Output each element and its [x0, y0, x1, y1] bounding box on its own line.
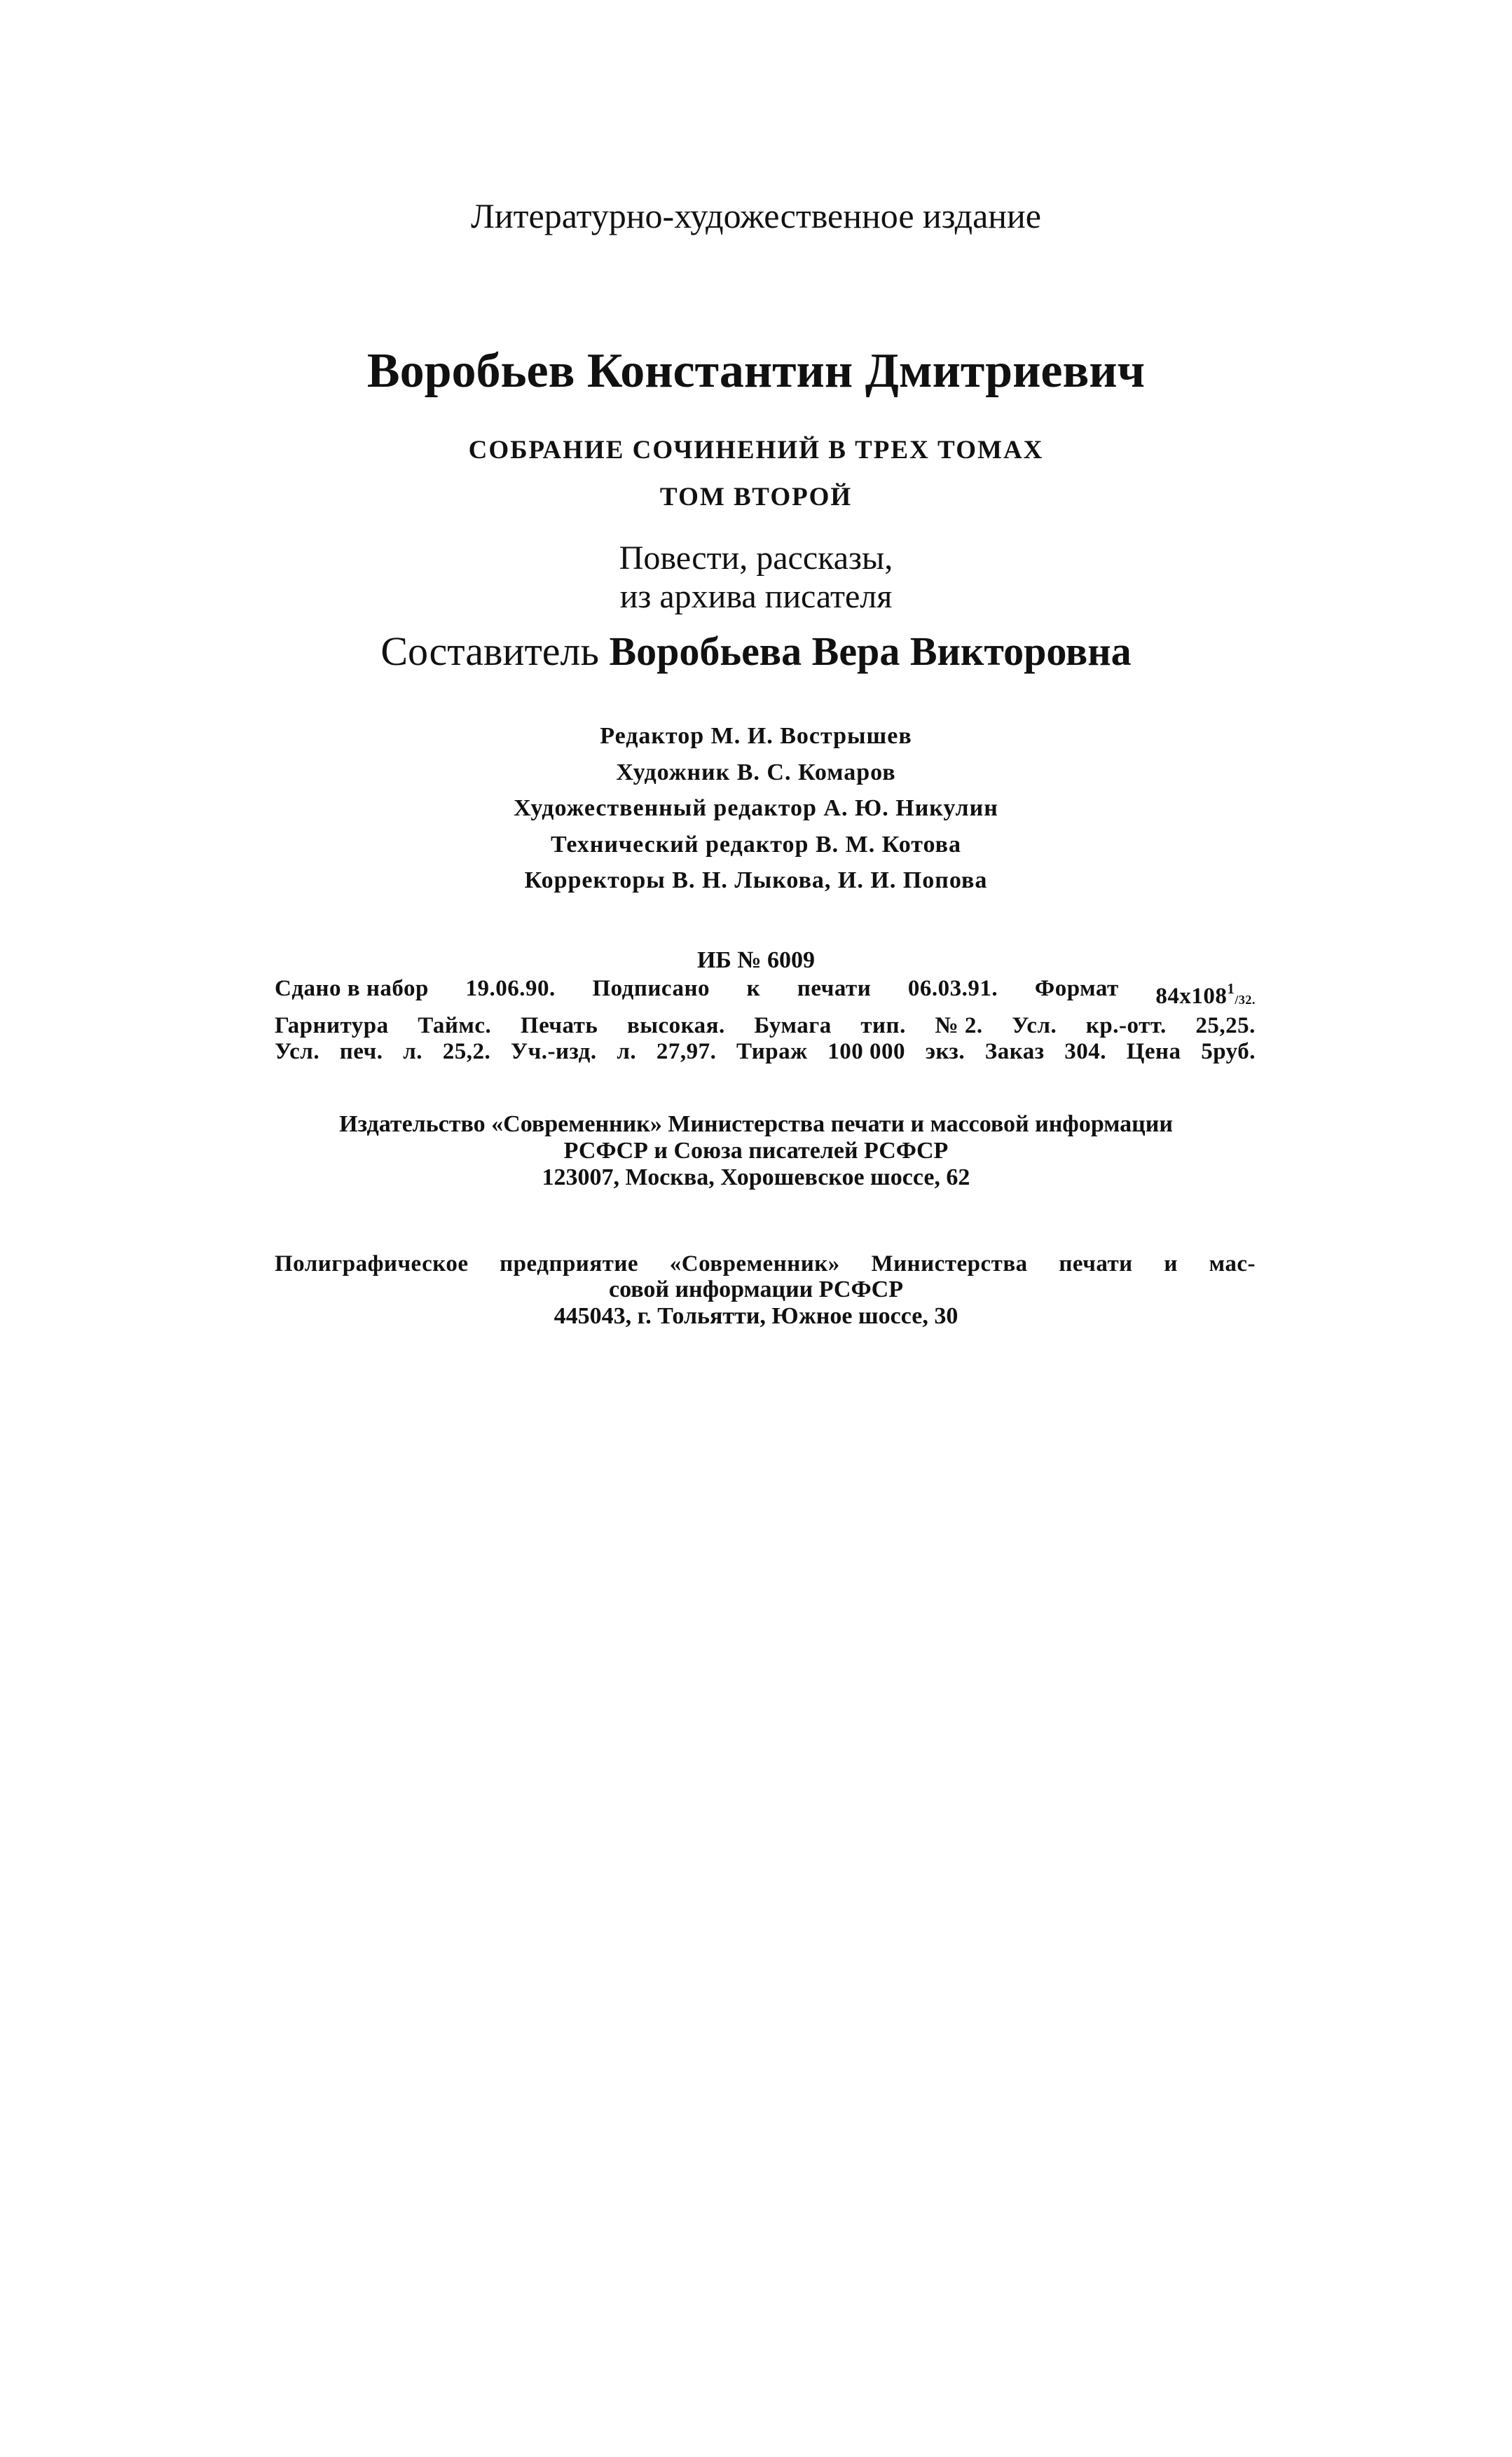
- compiler-label: Составитель: [380, 628, 599, 674]
- publisher-line-1: Издательство «Современник» Министерства печати и массовой информации: [339, 1111, 1173, 1137]
- print-info-line-3: Усл. печ. л. 25,2. Уч.-изд. л. 27,97. Тираж 100 000 экз. Заказ 304. Цена 5руб.: [275, 1039, 1256, 1064]
- printer-address: 445043, г. Тольятти, Южное шоссе, 30: [554, 1303, 958, 1329]
- contents-line-1: Повести, рассказы,: [619, 539, 893, 577]
- compiler-line: [0, 628, 1512, 674]
- edition-type: Литературно-художественное издание: [471, 196, 1041, 235]
- print-info: [275, 976, 1256, 1065]
- compiler-name: Воробьева Вера Викторовна: [609, 628, 1132, 674]
- contents-line-2: из архива писателя: [619, 578, 893, 615]
- collection-title: СОБРАНИЕ СОЧИНЕНИЙ В ТРЕХ ТОМАХ: [468, 436, 1044, 464]
- print-info-line-2: Гарнитура Таймс. Печать высокая. Бумага тип. № 2. Усл. кр.-отт. 25,25.: [275, 1013, 1256, 1038]
- credit-proofreaders: Корректоры В. Н. Лыкова, И. И. Попова: [524, 867, 988, 893]
- printer-block: [275, 1251, 1256, 1277]
- author-name: Воробьев Константин Дмитриевич: [366, 344, 1146, 398]
- printer-line-2: совой информации РСФСР: [608, 1276, 904, 1302]
- credit-art-editor: Художественный редактор А. Ю. Никулин: [514, 795, 998, 821]
- publisher-line-2: РСФСР и Союза писателей РСФСР: [563, 1138, 949, 1164]
- ib-number: ИБ № 6009: [696, 947, 816, 973]
- credit-artist: Художник В. С. Комаров: [616, 759, 896, 785]
- credit-technical-editor: Технический редактор В. М. Котова: [550, 832, 962, 858]
- volume-title: ТОМ ВТОРОЙ: [659, 483, 853, 511]
- publisher-address: 123007, Москва, Хорошевское шоссе, 62: [542, 1164, 970, 1190]
- print-info-line-1: Сдано в набор 19.06.90. Подписано к печати 06.03.91. Формат $84х108^1/32$.: [275, 976, 1256, 1013]
- credit-editor: Редактор М. И. Вострышев: [600, 723, 912, 749]
- printer-line-1: Полиграфическое предприятие «Современник» Министерства печати и мас-: [275, 1251, 1256, 1276]
- paper-format: $84х108^1/32$.: [1155, 980, 1256, 1009]
